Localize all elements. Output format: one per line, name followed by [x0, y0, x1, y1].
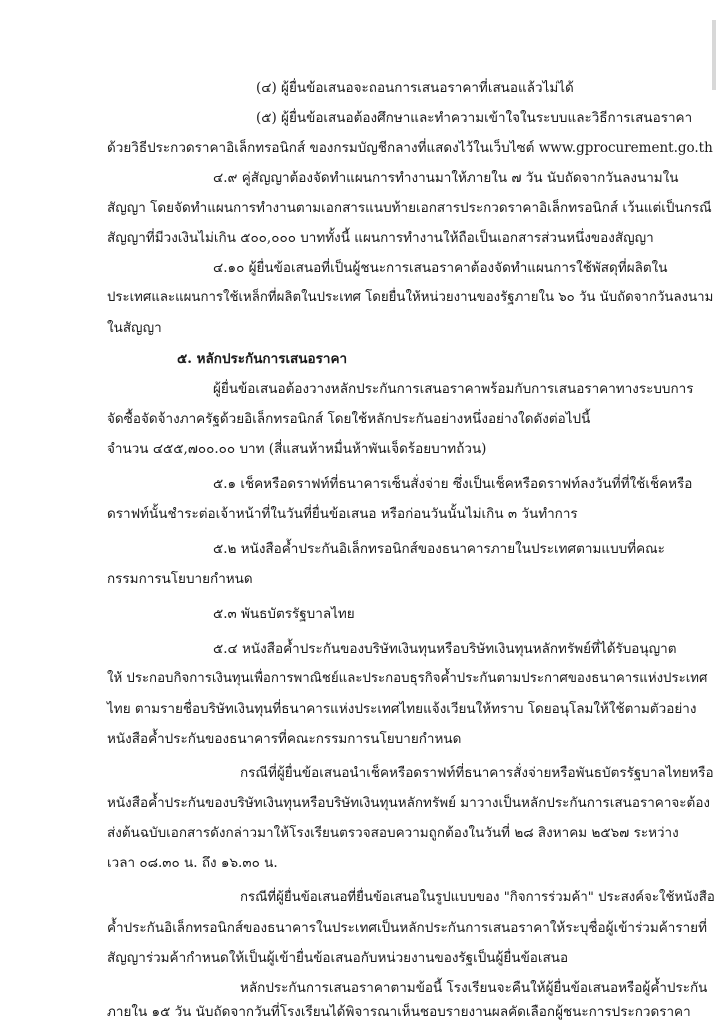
clause-4-9: ๔.๙ คู่สัญญาต้องจัดทำแผนการทำงานมาให้ภายใน ๗ วัน นับถัดจากวันลงนามใน [213, 170, 679, 186]
paragraph-start: กรณีที่ผู้ยื่นข้อเสนอที่ยื่นข้อเสนอในรูปแบบของ "กิจการร่วมค้า" ประสงค์จะใช้หนังสือ [240, 890, 715, 905]
paragraph-start: หลักประกันการเสนอราคาตามข้อนี้ โรงเรียนจะคืนให้ผู้ยื่นข้อเสนอหรือผู้ค้ำประกัน [240, 980, 708, 996]
text-line: หนังสือค้ำประกันของบริษัทเงินทุนหรือบริษัทเงินทุนหลักทรัพย์ มาวางเป็นหลักประกันการเสนอราคาจะต้อง [107, 795, 711, 811]
section-5-heading: ๕. หลักประกันการเสนอราคา [177, 351, 348, 367]
text-line: ในสัญญา [107, 320, 162, 336]
clause-4-8-5: (๕) ผู้ยื่นข้อเสนอต้องศึกษาและทำความเข้าใจในระบบและวิธีการเสนอราคา [256, 110, 693, 126]
text-line: กรรมการนโยบายกำหนด [107, 571, 253, 587]
paragraph-start: กรณีที่ผู้ยื่นข้อเสนอนำเช็คหรือดราฟท์ที่ธนาคารสั่งจ่ายหรือพันธบัตรรัฐบาลไทยหรือ [240, 765, 714, 781]
text-line: ผู้ยื่นข้อเสนอต้องวางหลักประกันการเสนอราคาพร้อมกับการเสนอราคาทางระบบการ [213, 381, 694, 397]
text-line: ประเทศและแผนการใช้เหล็กที่ผลิตในประเทศ โดยยื่นให้หน่วยงานของรัฐภายใน ๖๐ วัน นับถัดจากวันลงนาม [107, 290, 714, 305]
text-line: สัญญา โดยจัดทำแผนการทำงานตามเอกสารแนบท้ายเอกสารประกวดราคาอิเล็กทรอนิกส์ เว้นแต่เป็นกรณี [107, 200, 712, 216]
text-line: สัญญาร่วมค้ากำหนดให้เป็นผู้เข้ายื่นข้อเสนอกับหน่วยงานของรัฐเป็นผู้ยื่นข้อเสนอ [107, 950, 569, 966]
text-line: ค้ำประกันอิเล็กทรอนิกส์ของธนาคารในประเทศเป็นหลักประกันการเสนอราคาให้ระบุชื่อผู้เข้าร่วมค้ารายที่ [107, 920, 707, 936]
clause-5-2: ๕.๒ หนังสือค้ำประกันอิเล็กทรอนิกส์ของธนาคารภายในประเทศตามแบบที่คณะ [213, 541, 665, 557]
text-line: ให้ ประกอบกิจการเงินทุนเพื่อการพาณิชย์และประกอบธุรกิจค้ำประกันตามประกาศของธนาคารแห่งประเทศ [107, 671, 708, 686]
text-line: หนังสือค้ำประกันของธนาคารที่คณะกรรมการนโยบายกำหนด [107, 731, 462, 747]
text-line: ด้วยวิธีประกวดราคาอิเล็กทรอนิกส์ ของกรมบัญชีกลางที่แสดงไว้ในเว็บไซต์ www.gprocurement.go.th [107, 140, 713, 156]
scan-edge-mark [712, 20, 716, 90]
text-line: จัดซื้อจัดจ้างภาครัฐด้วยอิเล็กทรอนิกส์ โดยใช้หลักประกันอย่างหนึ่งอย่างใดดังต่อไปนี้ [107, 411, 591, 427]
text-line: ภายใน ๑๕ วัน นับถัดจากวันที่โรงเรียนได้พิจารณาเห็นชอบรายงานผลคัดเลือกผู้ชนะการประกวดราคา [107, 1004, 691, 1020]
text-line: สัญญาที่มีวงเงินไม่เกิน ๕๐๐,๐๐๐ บาททั้งนี้ แผนการทำงานให้ถือเป็นเอกสารส่วนหนึ่งของสัญญา [107, 230, 654, 246]
text-line: ดราฟท์นั้นชำระต่อเจ้าหน้าที่ในวันที่ยื่นข้อเสนอ หรือก่อนวันนั้นไม่เกิน ๓ วันทำการ [107, 506, 578, 522]
clause-4-10: ๔.๑๐ ผู้ยื่นข้อเสนอที่เป็นผู้ชนะการเสนอราคาต้องจัดทำแผนการใช้พัสดุที่ผลิตใน [213, 260, 668, 276]
clause-5-1: ๕.๑ เช็คหรือดราฟท์ที่ธนาคารเซ็นสั่งจ่าย ซึ่งเป็นเช็คหรือดราฟท์ลงวันที่ที่ใช้เช็คหรือ [213, 476, 693, 492]
clause-4-8-4: (๔) ผู้ยื่นข้อเสนอจะถอนการเสนอราคาที่เสนอแล้วไม่ได้ [256, 80, 574, 96]
clause-5-4: ๕.๔ หนังสือค้ำประกันของบริษัทเงินทุนหรือบริษัทเงินทุนหลักทรัพย์ที่ได้รับอนุญาต [213, 641, 677, 657]
clause-5-3: ๕.๓ พันธบัตรรัฐบาลไทย [213, 606, 355, 622]
text-line: ส่งต้นฉบับเอกสารดังกล่าวมาให้โรงเรียนตรวจสอบความถูกต้องในวันที่ ๒๘ สิงหาคม ๒๕๖๗ ระหว่าง [107, 825, 679, 841]
text-line: ไทย ตามรายชื่อบริษัทเงินทุนที่ธนาคารแห่งประเทศไทยแจ้งเวียนให้ทราบ โดยอนุโลมให้ใช้ตามตัวอย่าง [107, 701, 697, 717]
text-line: เวลา ๐๘.๓๐ น. ถึง ๑๖.๓๐ น. [107, 855, 278, 871]
guarantee-amount: จำนวน ๔๕๕,๗๐๐.๐๐ บาท (สี่แสนห้าหมื่นห้าพันเจ็ดร้อยบาทถ้วน) [107, 441, 487, 457]
